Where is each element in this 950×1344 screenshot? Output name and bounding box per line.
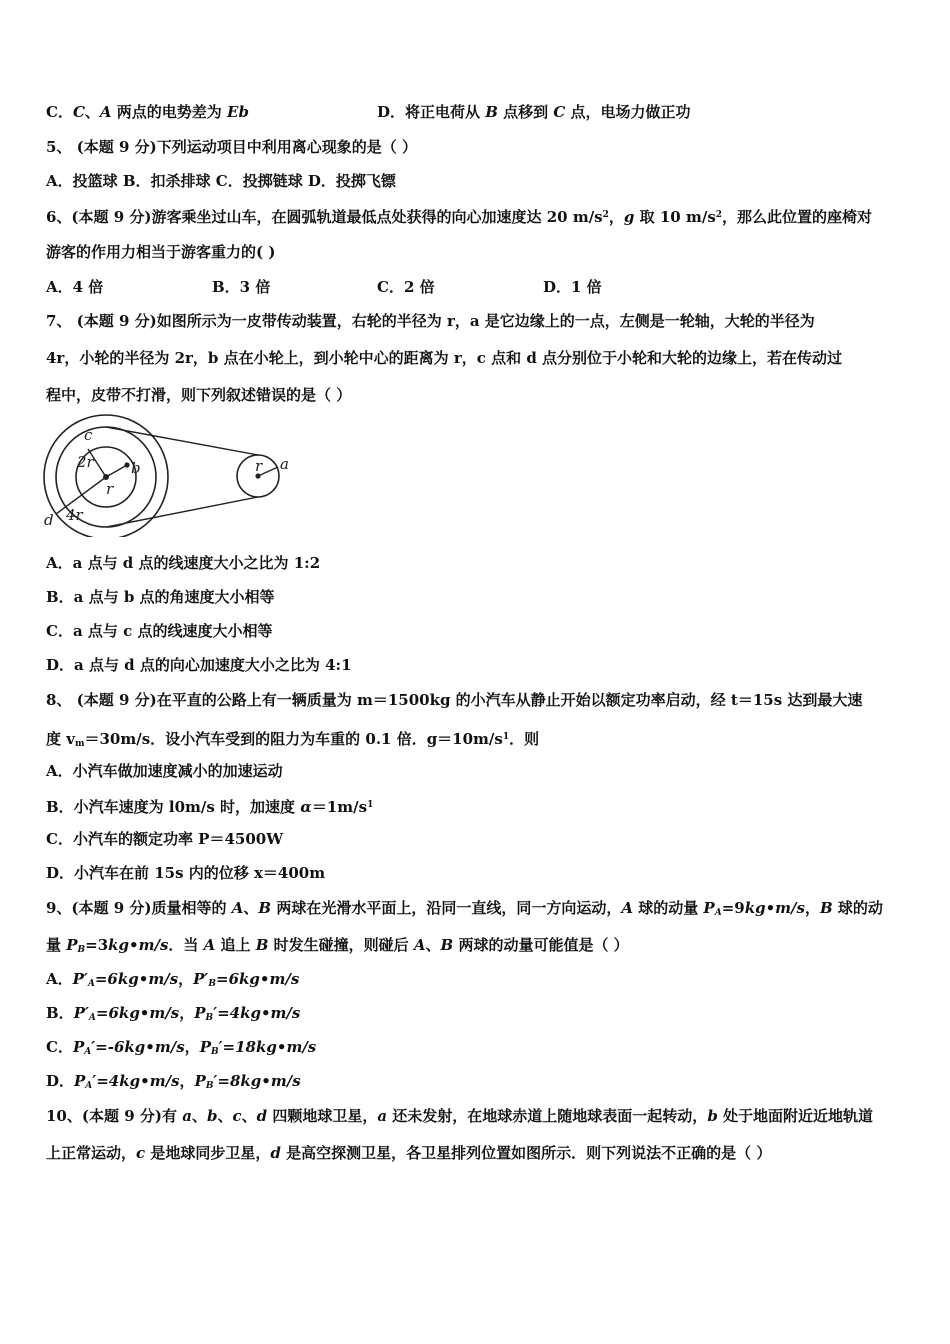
q6-stem-line1: 6、(本题 9 分)游客乘坐过山车，在圆弧轨道最低点处获得的向心加速度达 20 $m/s^2$，g 取 10 $m/s^2$，那么此位置的座椅对 — [46, 208, 873, 226]
q6-option-a: A．4 倍 — [46, 278, 104, 296]
label-a: a — [280, 455, 289, 473]
q8-option-b: B．小汽车速度为 l0m/s 时，加速度 $\alpha=1m/s^1$ — [46, 798, 374, 816]
q8-option-c: C．小汽车的额定功率 P＝4500W — [46, 830, 284, 848]
q7-option-d: D．a 点与 d 点的向心加速度大小之比为 4:1 — [46, 656, 352, 674]
q6-option-b: B．3 倍 — [212, 278, 271, 296]
q9-stem-line1: 9、(本题 9 分)质量相等的 A、B 两球在光滑水平面上，沿同一直线，同一方向运动，A 球的动量 $P_A=9kg•m/s$，B 球的动 — [46, 899, 883, 918]
q7-option-c: C．a 点与 c 点的线速度大小相等 — [46, 622, 273, 640]
q6-option-d: D．1 倍 — [543, 278, 602, 296]
label-2r: 2r — [77, 453, 94, 471]
q9-option-a: A．$P'_A=6kg•m/s$，$P'_B=6kg•m/s$ — [46, 970, 300, 989]
belt-bottom — [106, 497, 258, 527]
point-b — [124, 462, 129, 467]
q6-stem-line2: 游客的作用力相当于游客重力的( ) — [46, 243, 276, 261]
q8-option-d: D．小汽车在前 15s 内的位移 x＝400m — [46, 864, 326, 882]
label-r-center: r — [106, 480, 114, 498]
label-d: d — [44, 511, 54, 529]
label-b: b — [131, 459, 141, 477]
q9-option-c: C．$P_A'=-6kg•m/s$，$P_B'=18kg•m/s$ — [46, 1038, 317, 1057]
q4-option-d: D．将正电荷从 B 点移到 C 点，电场力做正功 — [377, 103, 691, 121]
q5-stem: 5、 (本题 9 分)下列运动项目中利用离心现象的是（ ） — [46, 138, 417, 156]
label-r-small: r — [255, 457, 263, 475]
label-c: c — [84, 426, 93, 444]
q8-stem-line1: 8、 (本题 9 分)在平直的公路上有一辆质量为 m＝1500kg 的小汽车从静止开始以额定功率启动，经 t＝15s 达到最大速 — [46, 691, 863, 709]
label-4r: 4r — [66, 506, 83, 524]
q10-stem-line1: 10、(本题 9 分)有 a、b、c、d 四颗地球卫星，a 还未发射，在地球赤道上随地球表面一起转动，b 处于地面附近近地轨道 — [46, 1107, 874, 1125]
q7-option-a: A．a 点与 d 点的线速度大小之比为 1:2 — [46, 554, 321, 572]
belt-pulley-diagram — [40, 412, 300, 537]
q7-stem-line1: 7、 (本题 9 分)如图所示为一皮带传动装置，右轮的半径为 r，a 是它边缘上的一点，左侧是一轮轴，大轮的半径为 — [46, 312, 815, 330]
belt-top — [106, 427, 258, 455]
q8-option-a: A．小汽车做加速度减小的加速运动 — [46, 762, 283, 780]
q7-stem-line3: 程中，皮带不打滑，则下列叙述错误的是（ ） — [46, 386, 352, 404]
q8-stem-line2: 度 $v_m=30m/s$．设小汽车受到的阻力为车重的 0.1 倍．$g=10m/s^1$．则 — [46, 730, 540, 749]
q7-option-b: B．a 点与 b 点的角速度大小相等 — [46, 588, 275, 606]
q10-stem-line2: 上正常运动，c 是地球同步卫星，d 是高空探测卫星，各卫星排列位置如图所示．则下列说法不正确的是（ ） — [46, 1144, 772, 1162]
q9-stem-line2: 量 $P_B=3kg•m/s$．当 A 追上 B 时发生碰撞，则碰后 A、B 两球的动量可能值是（ ） — [46, 936, 629, 955]
q5-options: A．投篮球 B．扣杀排球 C．投掷链球 D．投掷飞镖 — [46, 172, 396, 190]
q4-option-c: C．C、A 两点的电势差为 Eb — [46, 103, 249, 121]
q9-option-b: B．$P'_A=6kg•m/s$，$P_B'=4kg•m/s$ — [46, 1004, 301, 1023]
q7-stem-line2: 4r，小轮的半径为 2r，b 点在小轮上，到小轮中心的距离为 r，c 点和 d 点分别位于小轮和大轮的边缘上，若在传动过 — [46, 349, 843, 367]
q6-option-c: C．2 倍 — [377, 278, 435, 296]
q9-option-d: D．$P_A'=4kg•m/s$，$P_B'=8kg•m/s$ — [46, 1072, 301, 1091]
